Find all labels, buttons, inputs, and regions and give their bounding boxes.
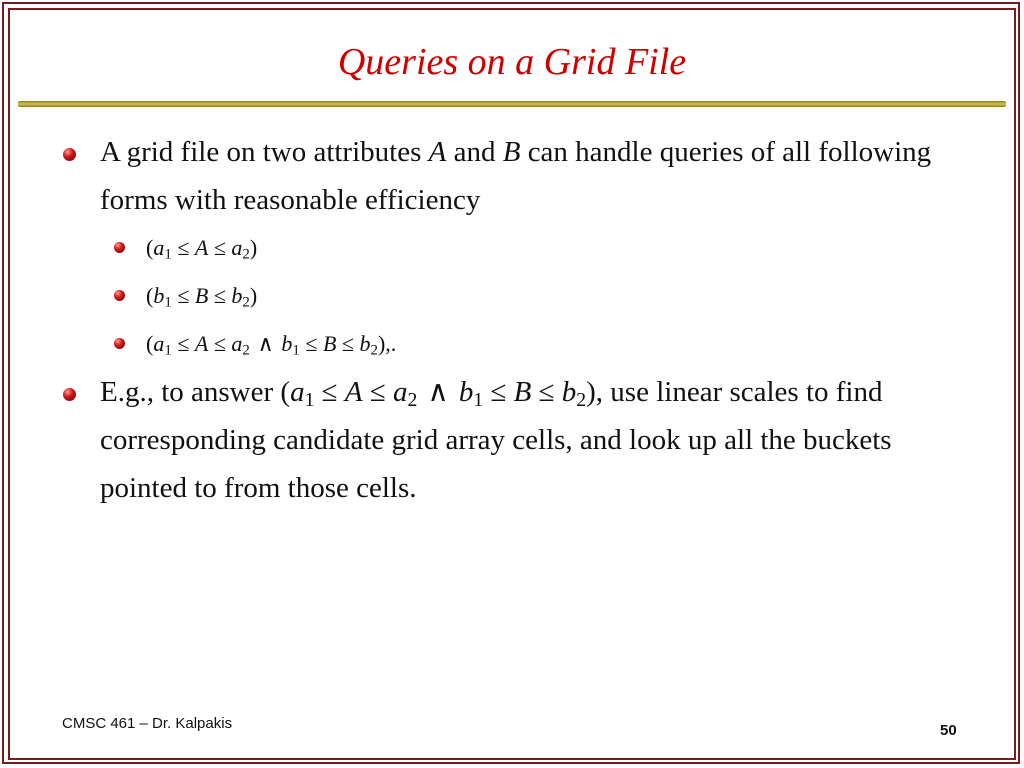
- red-sphere-bullet-icon: [114, 290, 125, 301]
- formula-op: ≤: [208, 283, 232, 308]
- formula-var: A: [194, 331, 209, 356]
- formula-subscript: 1: [164, 294, 172, 311]
- formula-var: A: [344, 376, 363, 408]
- formula-op: ≤: [171, 331, 195, 356]
- formula-var: B: [322, 331, 337, 356]
- formula-op: ≤: [336, 331, 360, 356]
- formula-paren: ),.: [377, 331, 397, 356]
- formula-subscript: 2: [407, 388, 418, 411]
- red-sphere-bullet-icon: [63, 388, 76, 401]
- formula-var: b: [231, 283, 243, 308]
- formula-var: a: [153, 331, 165, 356]
- formula-op: ≤: [171, 283, 195, 308]
- attribute-a: A: [428, 136, 447, 168]
- formula-var: B: [194, 283, 209, 308]
- red-sphere-bullet-icon: [114, 338, 125, 349]
- red-sphere-bullet-icon: [114, 242, 125, 253]
- formula-subscript: 2: [370, 342, 378, 359]
- formula-op: ≤: [314, 376, 345, 408]
- sub-bullet-range-a: [60, 224, 980, 272]
- formula-var: a: [392, 376, 408, 408]
- sub-bullet-range-b: [60, 272, 980, 320]
- formula-var: b: [281, 331, 293, 356]
- sub-bullet-range-a-and-b: [60, 320, 980, 368]
- formula-subscript: 1: [164, 246, 172, 263]
- formula-subscript: 1: [164, 342, 172, 359]
- formula-paren: (: [146, 235, 154, 260]
- formula-subscript: 2: [576, 388, 587, 411]
- formula-subscript: 2: [242, 294, 250, 311]
- slide-title: Queries on a Grid File: [337, 41, 687, 83]
- formula-var: b: [153, 283, 165, 308]
- logical-and-symbol: ∧: [257, 331, 274, 356]
- formula-op: ≤: [531, 376, 562, 408]
- formula-var: a: [153, 235, 165, 260]
- formula-op: ≤: [299, 331, 323, 356]
- formula-subscript: 2: [242, 246, 250, 263]
- formula-op: ≤: [208, 235, 232, 260]
- formula-var: a: [231, 331, 243, 356]
- red-sphere-bullet-icon: [63, 148, 76, 161]
- bullet-text: and: [446, 136, 503, 168]
- formula-var: a: [231, 235, 243, 260]
- formula-paren: (: [146, 283, 154, 308]
- formula-subscript: 1: [473, 388, 484, 411]
- bullet-text: A grid file on two attributes: [100, 136, 429, 168]
- formula-paren: ): [249, 235, 258, 260]
- formula-var: B: [513, 376, 532, 408]
- bullet-grid-file-queries: [60, 128, 980, 224]
- formula-var: A: [194, 235, 209, 260]
- slide-content: [60, 128, 980, 512]
- formula-op: ≤: [208, 331, 232, 356]
- formula-op: ≤: [171, 235, 195, 260]
- formula-var: b: [458, 376, 474, 408]
- formula-var: b: [561, 376, 577, 408]
- formula-subscript: 1: [292, 342, 300, 359]
- formula-var: a: [290, 376, 305, 408]
- formula-var: b: [359, 331, 371, 356]
- footer-course-label: CMSC 461 – Dr. Kalpakis: [62, 715, 233, 732]
- formula-paren: (: [146, 331, 154, 356]
- formula-subscript: 2: [242, 342, 250, 359]
- formula-op: ≤: [362, 376, 393, 408]
- bullet-text: E.g., to answer (: [100, 376, 291, 408]
- bullet-example-answer: [60, 368, 980, 512]
- formula-subscript: 1: [304, 388, 315, 411]
- formula-paren: ): [249, 283, 258, 308]
- logical-and-symbol: ∧: [427, 376, 449, 408]
- attribute-b: B: [502, 136, 521, 168]
- bullet-text: ), use linear scales to find corresponding candidate grid array cells, and look up all the buckets pointed to from those cells.: [100, 376, 892, 504]
- title-divider-rule: [18, 101, 1006, 107]
- bullet-text: can handle queries of all following forms with reasonable efficiency: [100, 136, 932, 216]
- formula-op: ≤: [483, 376, 514, 408]
- slide-page-number: 50: [940, 722, 957, 739]
